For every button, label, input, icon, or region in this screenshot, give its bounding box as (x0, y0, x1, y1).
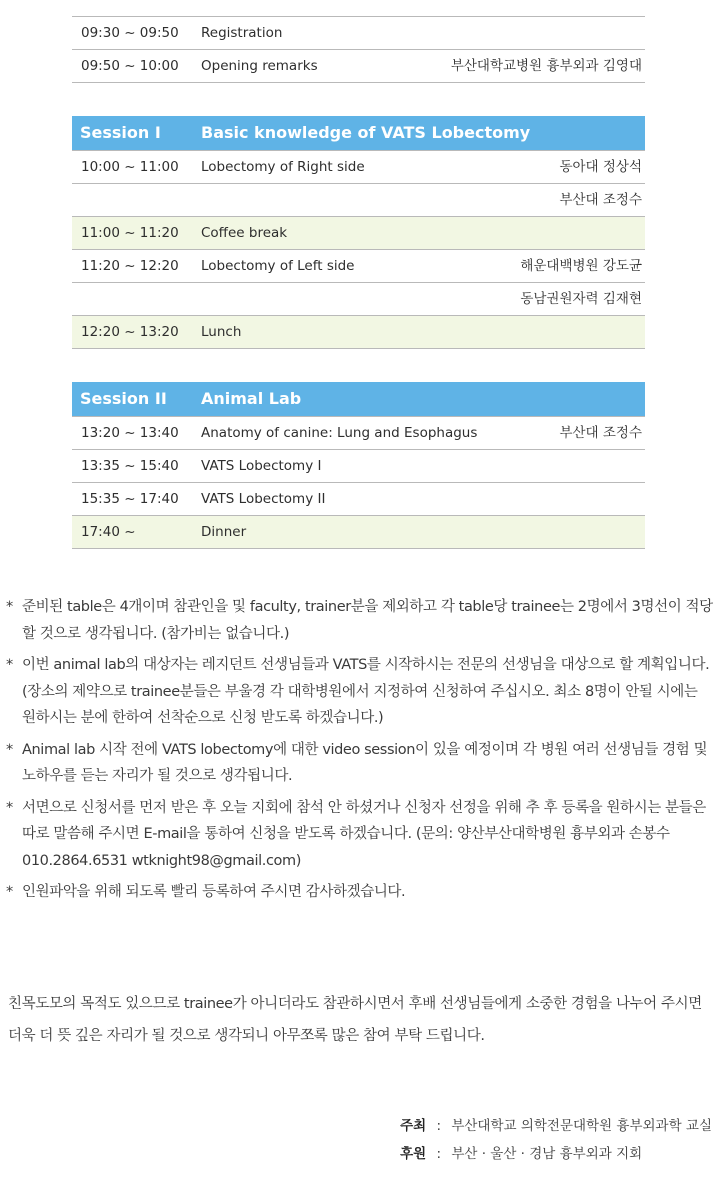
table-row (72, 217, 645, 250)
row-speaker: 부산대 조정수 (559, 192, 642, 208)
row-time: 10:00 ~ 11:00 (81, 159, 179, 175)
section-gap (72, 349, 645, 382)
schedule-table (72, 16, 645, 549)
session-1-rows (72, 151, 645, 349)
row-time: 09:50 ~ 10:00 (81, 58, 179, 74)
session-1-name: Basic knowledge of VATS Lobectomy (201, 123, 531, 142)
table-row (72, 450, 645, 483)
row-time: 13:20 ~ 13:40 (81, 425, 179, 441)
session-1-header (72, 116, 645, 151)
note-text: 인원파악을 위해 되도록 빨리 등록하여 주시면 감사하겠습니다. (22, 884, 406, 900)
session-2-name: Animal Lab (201, 389, 302, 408)
table-row (72, 250, 645, 283)
row-title: Opening remarks (201, 58, 318, 74)
row-speaker: 동남권원자력 김재현 (520, 291, 642, 307)
row-time: 11:00 ~ 11:20 (81, 225, 179, 241)
note-item (6, 795, 714, 875)
row-title: VATS Lobectomy II (201, 491, 326, 507)
row-time: 12:20 ~ 13:20 (81, 324, 179, 340)
row-speaker: 동아대 정상석 (559, 159, 642, 175)
table-row (72, 50, 645, 83)
table-row (72, 151, 645, 184)
sponsor-line (400, 1140, 712, 1168)
table-row (72, 184, 645, 217)
note-text: Animal lab 시작 전에 VATS lobectomy에 대한 video session이 있을 예정이며 각 병원 여러 선생님들 경험 및 노하우를 듣는 자리가 될 것으로 생각됩니다. (22, 741, 708, 784)
note-bullet: * (6, 657, 13, 673)
host-label: 주최 (400, 1118, 427, 1134)
row-title: Lobectomy of Left side (201, 258, 355, 274)
row-time: 11:20 ~ 12:20 (81, 258, 179, 274)
row-title: Dinner (201, 524, 247, 540)
note-bullet: * (6, 799, 13, 816)
table-row (72, 316, 645, 349)
row-time: 13:35 ~ 15:40 (81, 458, 179, 474)
host-separator: : (436, 1118, 442, 1134)
host-line (400, 1112, 712, 1140)
note-bullet: * (6, 599, 13, 615)
row-title: Lobectomy of Right side (201, 159, 365, 175)
host-value: 부산대학교 의학전문대학원 흉부외과학 교실 (451, 1118, 712, 1134)
sponsor-value: 부산 · 울산 · 경남 흉부외과 지회 (451, 1146, 643, 1162)
row-time: 09:30 ~ 09:50 (81, 25, 179, 41)
footer-credits (400, 1112, 712, 1168)
closing-paragraph: 친목도모의 목적도 있으므로 trainee가 아니더라도 참관하시면서 후배 선생님들에게 소중한 경험을 나누어 주시면 더욱 더 뜻 깊은 자리가 될 것으로 생각되니 아무쪼록 많은 참여 부탁 드립니다. (8, 996, 702, 1044)
note-text: 서면으로 신청서를 먼저 받은 후 오늘 지회에 참석 안 하셨거나 신청자 선정을 위해 추 후 등록을 원하시는 분들은 따로 말씀해 주시면 E-mail을 통하여 신청을 받도록 하겠습니다. (문의: 양산부산대학병원 흉부외과 손봉수 010.2864.6531 wtknight98@gmail.com) (22, 799, 706, 869)
note-bullet: * (6, 884, 13, 900)
note-text: 이번 animal lab의 대상자는 레지던트 선생님들과 VATS를 시작하시는 전문의 선생님을 대상으로 할 계획입니다. (장소의 제약으로 trainee분들은 부울경 각 대학병원에서 지정하여 신청하여 주십시오. 최소 8명이 안될 시에는 원하시는 분에 한하여 선착순으로 신청 받도록 하겠습니다.) (22, 657, 710, 726)
row-title: Coffee break (201, 225, 288, 241)
table-row (72, 417, 645, 450)
section-gap (72, 83, 645, 116)
note-item (6, 879, 714, 906)
note-item (6, 652, 714, 732)
row-title: Registration (201, 25, 283, 41)
row-speaker: 부산대학교병원 흉부외과 김영대 (450, 58, 642, 74)
sponsor-separator: : (436, 1146, 442, 1162)
table-row (72, 516, 645, 549)
session-2-label: Session II (80, 389, 167, 408)
note-item (6, 594, 714, 647)
sponsor-label: 후원 (400, 1146, 427, 1162)
session-2-header (72, 382, 645, 417)
row-time: 17:40 ~ (81, 524, 136, 540)
row-title: Anatomy of canine: Lung and Esophagus (201, 425, 478, 441)
session-2-rows (72, 417, 645, 549)
row-title: Lunch (201, 324, 242, 340)
table-row (72, 17, 645, 50)
note-item (6, 737, 714, 790)
pre-session-rows (72, 17, 645, 83)
table-row (72, 483, 645, 516)
session-1-label: Session I (80, 123, 161, 142)
row-speaker: 해운대백병원 강도균 (520, 258, 642, 274)
notes-list (6, 594, 714, 911)
note-bullet: * (6, 741, 13, 758)
note-text: 준비된 table은 4개이며 참관인을 및 faculty, trainer분을 제외하고 각 table당 trainee는 2명에서 3명선이 적당할 것으로 생각됩니다. (참가비는 없습니다.) (22, 599, 713, 642)
row-title: VATS Lobectomy I (201, 458, 322, 474)
row-speaker: 부산대 조정수 (559, 425, 642, 441)
row-time: 15:35 ~ 17:40 (81, 491, 179, 507)
table-row (72, 283, 645, 316)
